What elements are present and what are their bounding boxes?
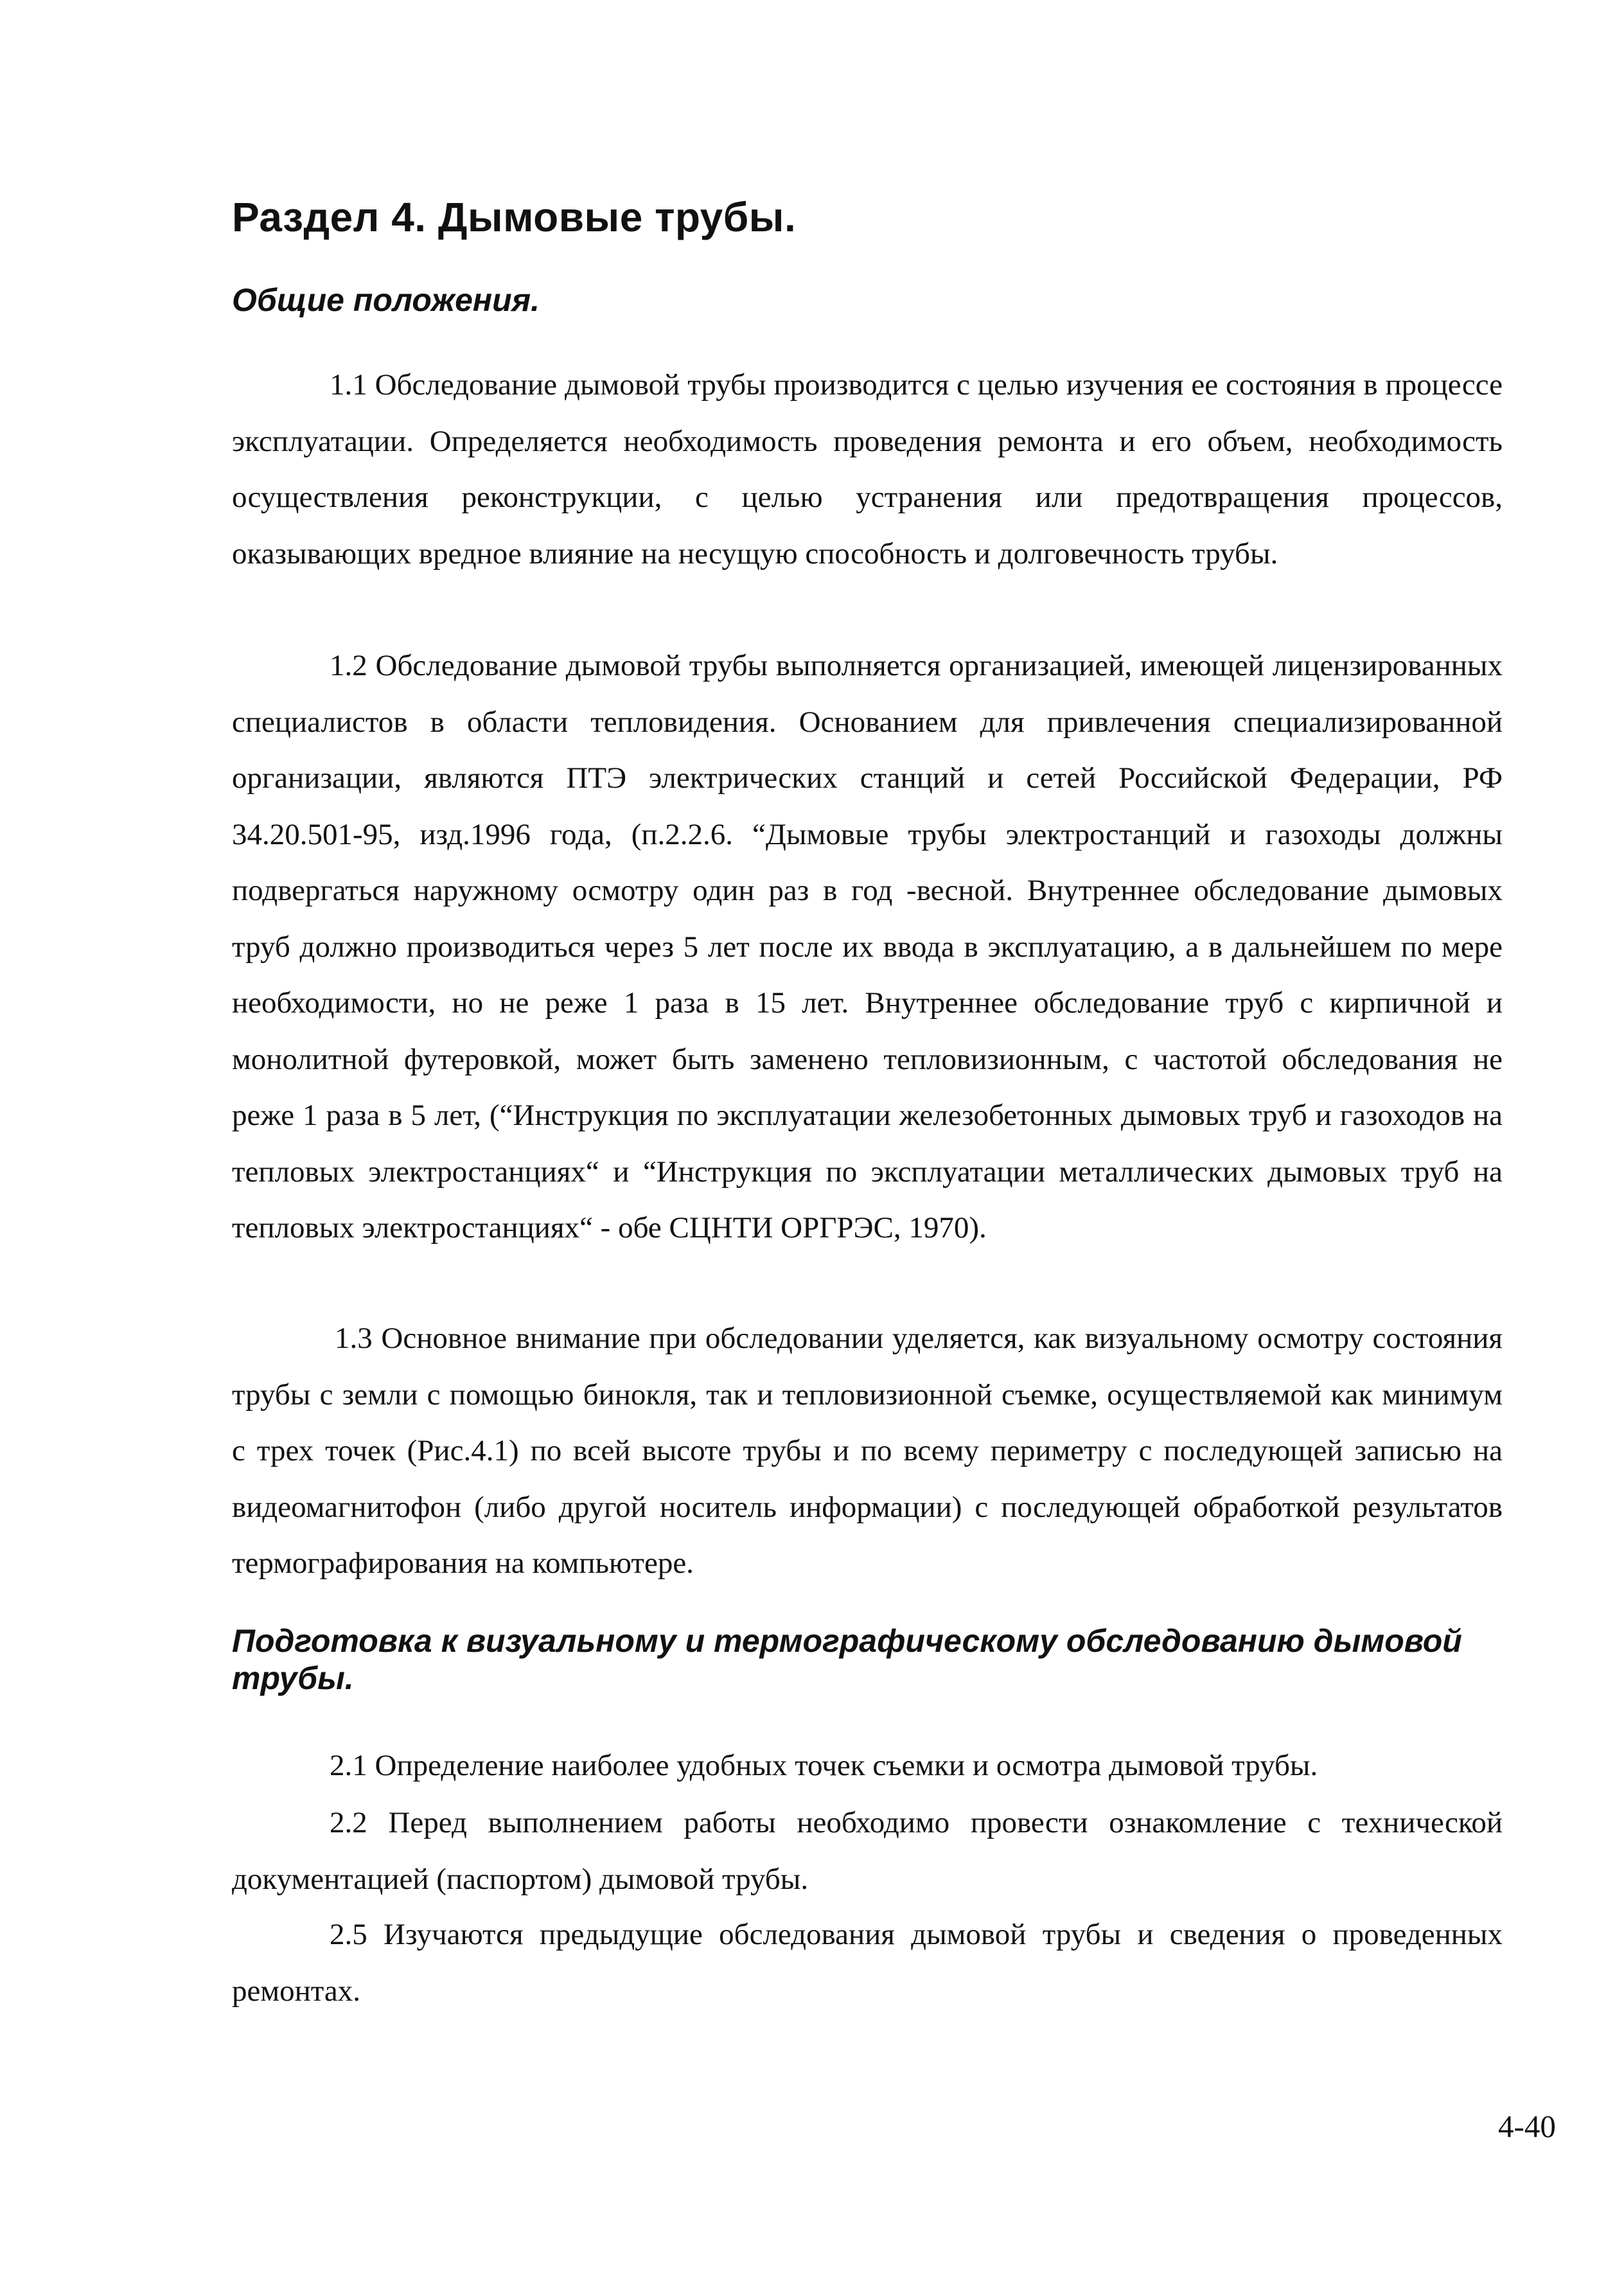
preparation-heading: Подготовка к визуальному и термографическому обследованию дымовой трубы.	[232, 1623, 1462, 1696]
general-provisions-heading: Общие положения.	[232, 282, 540, 318]
paragraph-1-1: 1.1 Обследование дымовой трубы производится с целью изучения ее состояния в процессе эксплуатации. Определяется необходимость проведения ремонта и его объем, необходимость осуществления реконструкции, с целью устранения или предотвращения процессов, оказывающих вредное влияние на несущую способность и долговечность трубы.	[232, 368, 1503, 571]
section-title: Раздел 4. Дымовые трубы.	[232, 194, 797, 240]
paragraph-2-1: 2.1 Определение наиболее удобных точек съемки и осмотра дымовой трубы.	[330, 1749, 1318, 1782]
paragraph-1-3: 1.3 Основное внимание при обследовании уделяется, как визуальному осмотру состояния трубы с земли с помощью бинокля, так и тепловизионной съемке, осуществляемой как минимум с трех точек (Рис.4.1) по всей высоте трубы и по всему периметру с последующей записью на видеомагнитофон (либо другой носитель информации) с последующей обработкой результатов термографирования на компьютере.	[232, 1322, 1503, 1580]
paragraph-2-5: 2.5 Изучаются предыдущие обследования дымовой трубы и сведения о проведенных ремонтах.	[232, 1918, 1503, 2008]
page-number: 4-40	[1498, 2109, 1556, 2144]
paragraph-1-2: 1.2 Обследование дымовой трубы выполняется организацией, имеющей лицензированных специалистов в области тепловидения. Основанием для привлечения специализированной организации, являются ПТЭ электрических станций и сетей Российской Федерации, РФ 34.20.501-95, изд.1996 года, (п.2.2.6. “Дымовые трубы электростанций и газоходы должны подвергаться наружному осмотру один раз в год -весной. Внутреннее обследование дымовых труб должно производиться через 5 лет после их ввода в эксплуатацию, а в дальнейшем по мере необходимости, но не реже 1 раза в 15 лет. Внутреннее обследование труб с кирпичной и монолитной футеровкой, может быть заменено тепловизионным, с частотой обследования не реже 1 раза в 5 лет, (“Инструкция по эксплуатации железобетонных дымовых труб и газоходов на тепловых электростанциях“ и “Инструкция по эксплуатации металлических дымовых труб на тепловых электростанциях“ - обе СЦНТИ ОРГРЭС, 1970).	[232, 649, 1503, 1244]
paragraph-2-2: 2.2 Перед выполнением работы необходимо провести ознакомление с технической документацией (паспортом) дымовой трубы.	[232, 1806, 1503, 1896]
